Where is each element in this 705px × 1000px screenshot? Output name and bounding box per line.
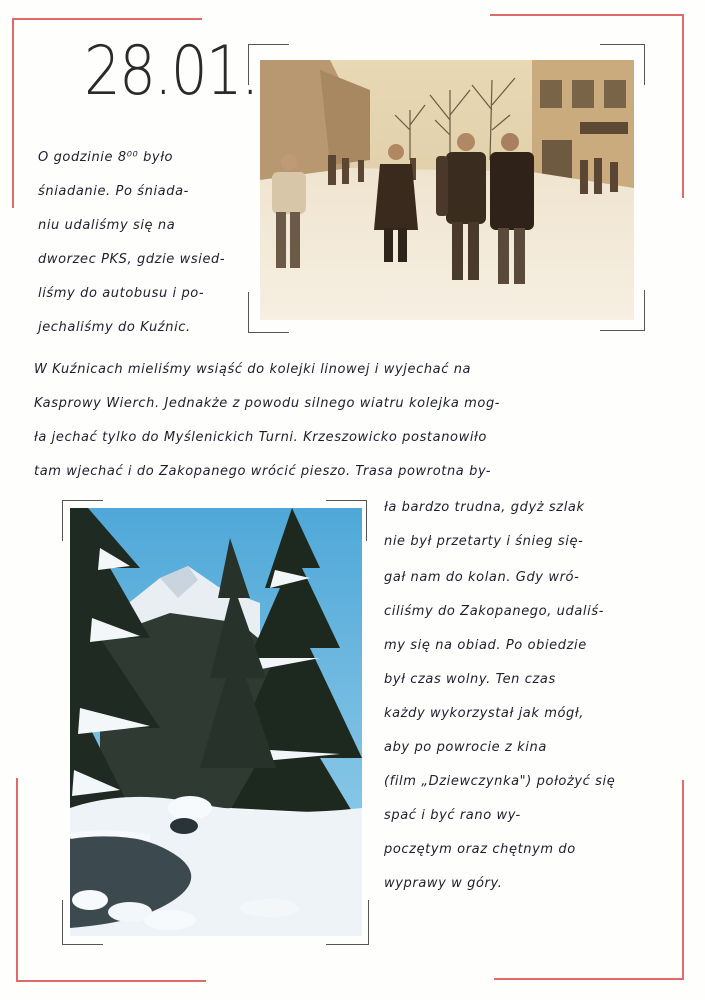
text-line: nie był przetarty i śnieg się- — [384, 534, 584, 549]
text-line: (film „Dziewczynka") położyć się — [384, 774, 616, 789]
red-frame-right-top — [682, 14, 684, 198]
text-line: śniadanie. Po śniada- — [38, 184, 189, 199]
text-line: Kasprowy Wierch. Jednakże z powodu silnego wiatru kolejka mog- — [34, 396, 501, 411]
red-frame-top-left — [12, 18, 202, 20]
text-line: każdy wykorzystał jak mógł, — [384, 706, 584, 721]
text-line: niu udaliśmy się na — [38, 218, 176, 233]
red-frame-top-right — [490, 14, 684, 16]
text-line: spać i być rano wy- — [384, 808, 521, 823]
text-line: my się na obiad. Po obiedzie — [384, 638, 587, 653]
text-line: jechaliśmy do Kuźnic. — [38, 320, 191, 335]
text-line: O godzinie 8⁰⁰ było — [38, 150, 174, 165]
text-line: tam wjechać i do Zakopanego wrócić pieszo. Trasa powrotna by- — [34, 464, 492, 479]
text-line: ła jechać tylko do Myślenickich Turni. Krzeszowicko postanowiło — [34, 430, 487, 445]
red-frame-right-bottom — [682, 780, 684, 980]
snowy-forest-photo — [70, 508, 362, 936]
text-line: gał nam do kolan. Gdy wró- — [384, 570, 580, 585]
text-line: dworzec PKS, gdzie wsied- — [38, 252, 226, 267]
red-frame-left-top — [12, 18, 14, 208]
text-line: liśmy do autobusu i po- — [38, 286, 205, 301]
red-frame-bottom-right — [494, 978, 684, 980]
text-line: poczętym oraz chętnym do — [384, 842, 576, 857]
entry-date: 28.01. — [84, 32, 258, 111]
text-line: był czas wolny. Ten czas — [384, 672, 556, 687]
text-line: ła bardzo trudna, gdyż szlak — [384, 500, 585, 515]
text-line: wyprawy w góry. — [384, 876, 503, 891]
text-line: aby po powrocie z kina — [384, 740, 547, 755]
red-frame-bottom-left — [16, 980, 206, 982]
text-line: ciliśmy do Zakopanego, udaliś- — [384, 604, 605, 619]
red-frame-left-bottom — [16, 778, 18, 982]
winter-street-photo — [260, 60, 634, 320]
text-line: W Kuźnicach mieliśmy wsiąść do kolejki linowej i wyjechać na — [34, 362, 472, 377]
